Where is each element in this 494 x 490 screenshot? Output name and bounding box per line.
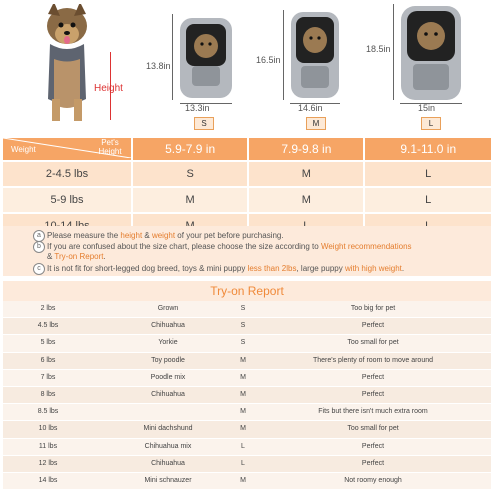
bag-l-height-line xyxy=(393,4,394,100)
try-on-row xyxy=(3,301,491,318)
row-size-mid-height: M xyxy=(248,187,364,213)
try-on-row xyxy=(3,404,491,421)
notes-box xyxy=(3,226,491,276)
note-a-text-3: of your pet before purchasing. xyxy=(175,231,284,240)
try-on-breed: Grown xyxy=(157,305,179,312)
bag-m-size-badge: M xyxy=(306,117,326,130)
try-on-breed: Chihuahua mix xyxy=(144,442,192,450)
try-on-size: S xyxy=(240,305,246,312)
size-chart-row xyxy=(3,187,491,213)
try-on-breed: Chihuahua xyxy=(151,390,185,398)
try-on-weight: 7 lbs xyxy=(40,373,56,381)
try-on-weight: 10 lbs xyxy=(38,425,58,433)
note-b-badge: b xyxy=(33,241,45,253)
try-on-row xyxy=(3,473,491,490)
note-c-high-weight: with high weight xyxy=(344,264,402,273)
try-on-size: M xyxy=(240,356,246,364)
row-size-tall-height: L xyxy=(364,187,491,213)
try-on-breed: Toy poodle xyxy=(151,356,185,364)
try-on-comment: Perfect xyxy=(361,459,385,467)
try-on-size: L xyxy=(241,442,245,450)
note-c-text-1: It is not fit for short-legged dog breed, toys & mini puppy xyxy=(47,264,248,273)
try-on-breed: Chihuahua xyxy=(151,322,185,330)
row-size-small-height: M xyxy=(132,187,248,213)
try-on-size: L xyxy=(241,459,245,467)
corner-weight-label: Weight xyxy=(11,145,36,154)
size-chart-row xyxy=(3,161,491,187)
note-b-text-3: . xyxy=(103,252,106,261)
try-on-weight: 8.5 lbs xyxy=(37,408,59,416)
note-a-height: height xyxy=(120,231,143,240)
size-chart-col-3: 9.1-11.0 in xyxy=(364,138,491,161)
try-on-comment: There's plenty of room to move around xyxy=(312,356,433,364)
note-b xyxy=(47,242,412,251)
size-chart-col-2: 7.9-9.8 in xyxy=(248,138,364,161)
dog-height-label: Height xyxy=(94,83,123,94)
note-a-text-2: & xyxy=(142,231,152,240)
bag-l-size-badge: L xyxy=(421,117,441,130)
product-header xyxy=(0,0,494,136)
try-on-weight: 5 lbs xyxy=(40,339,56,347)
try-on-row xyxy=(3,439,491,456)
try-on-title: Try-on Report xyxy=(3,281,491,301)
bag-l-height: 18.5in xyxy=(366,44,391,54)
yorkie-dog-image xyxy=(32,4,102,124)
try-on-weight: 6 lbs xyxy=(40,356,56,364)
size-chart-header-row xyxy=(3,138,491,161)
bag-m-width: 14.6in xyxy=(298,103,323,113)
note-b-text-1: If you are confused about the size chart, please choose the size according to xyxy=(47,242,321,251)
row-size-small-height: S xyxy=(132,161,248,187)
note-c xyxy=(47,264,404,273)
try-on-breed: Poodle mix xyxy=(150,373,186,381)
try-on-row xyxy=(3,318,491,335)
note-c-text-2: , large puppy xyxy=(296,264,345,273)
try-on-row xyxy=(3,335,491,352)
bag-m-height-line xyxy=(283,10,284,100)
try-on-weight: 14 lbs xyxy=(38,476,58,484)
note-a-badge: a xyxy=(33,230,45,242)
try-on-size: M xyxy=(240,390,246,398)
try-on-comment: Perfect xyxy=(361,373,385,381)
row-weight: 5-9 lbs xyxy=(3,187,132,213)
note-a-text-1: Please measure the xyxy=(47,231,121,240)
try-on-comment: Perfect xyxy=(361,322,385,330)
row-size-tall-height: L xyxy=(364,161,491,187)
try-on-comment: Not roomy enough xyxy=(344,476,402,484)
try-on-row xyxy=(3,421,491,438)
try-on-breed: Chihuahua xyxy=(151,459,185,467)
bag-s-height-line xyxy=(172,14,173,100)
row-weight: 2-4.5 lbs xyxy=(3,161,132,187)
try-on-size: M xyxy=(240,373,246,381)
corner-height-label: Pet's Height xyxy=(98,138,122,156)
try-on-breed: Yorkie xyxy=(158,339,178,347)
note-b-text-2: & xyxy=(47,252,55,261)
try-on-comment: Too big for pet xyxy=(350,305,396,312)
try-on-comment: Too small for pet xyxy=(347,425,399,433)
try-on-weight: 2 lbs xyxy=(40,305,56,312)
bag-s-size-badge: S xyxy=(194,117,214,130)
try-on-breed: Mini schnauzer xyxy=(144,476,192,484)
try-on-size: S xyxy=(240,339,246,347)
try-on-comment: Perfect xyxy=(361,390,385,398)
bag-m-image xyxy=(289,8,341,100)
note-c-badge: c xyxy=(33,263,45,275)
try-on-size: M xyxy=(240,476,246,484)
bag-s-height: 13.8in xyxy=(146,61,171,71)
try-on-breed: Mini dachshund xyxy=(143,425,193,433)
try-on-weight: 12 lbs xyxy=(38,459,58,467)
try-on-report xyxy=(3,281,491,490)
note-c-less-than-2lbs: less than 2lbs xyxy=(247,264,297,273)
note-b-cont xyxy=(47,252,106,261)
try-on-row xyxy=(3,353,491,370)
bag-l-width: 15in xyxy=(418,103,436,113)
bag-m-height: 16.5in xyxy=(256,55,281,65)
row-size-mid-height: M xyxy=(248,161,364,187)
try-on-comment: Fits but there isn't much extra room xyxy=(318,408,428,416)
note-b-weight-recommendations: Weight recommendations xyxy=(320,242,412,251)
try-on-size: M xyxy=(240,408,246,416)
try-on-row xyxy=(3,387,491,404)
bag-l-image xyxy=(399,2,463,102)
try-on-row xyxy=(3,370,491,387)
try-on-size: M xyxy=(240,425,246,433)
try-on-weight: 8 lbs xyxy=(40,390,56,398)
try-on-comment: Perfect xyxy=(361,442,385,450)
try-on-weight: 4.5 lbs xyxy=(37,322,59,330)
note-a-weight: weight xyxy=(151,231,176,240)
note-c-text-3: . xyxy=(401,264,405,273)
note-a xyxy=(47,231,284,240)
try-on-comment: Too small for pet xyxy=(347,339,399,347)
bag-s-image xyxy=(178,14,234,100)
try-on-weight: 11 lbs xyxy=(38,442,58,450)
try-on-size: S xyxy=(240,322,246,330)
note-b-try-on-report: Try-on Report xyxy=(54,252,104,261)
size-chart-corner xyxy=(3,138,132,161)
size-chart-col-1: 5.9-7.9 in xyxy=(132,138,248,161)
try-on-rows xyxy=(3,301,491,490)
try-on-row xyxy=(3,456,491,473)
size-chart-table xyxy=(3,138,491,240)
bag-s-width: 13.3in xyxy=(185,103,210,113)
